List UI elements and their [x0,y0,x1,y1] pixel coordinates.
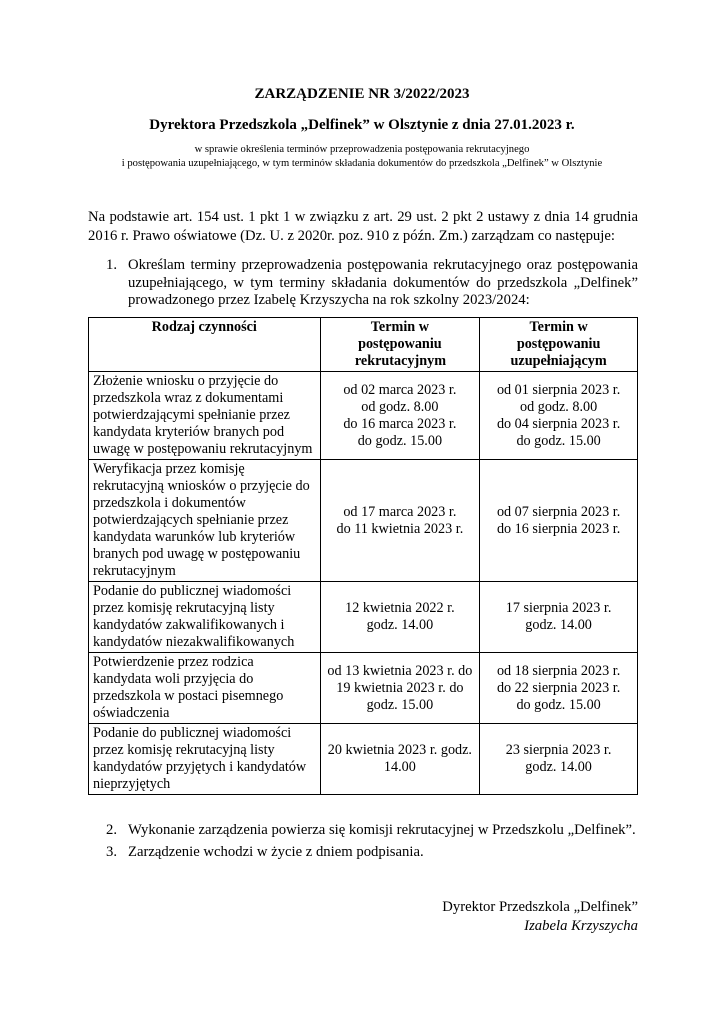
table-row [89,372,638,460]
cell-supplementary: od 01 sierpnia 2023 r. od godz. 8.00 do 04 sierpnia 2023 r. do godz. 15.00 [480,372,638,460]
list-item-number: 3. [106,844,118,860]
cell-activity: Podanie do publicznej wiadomości przez komisję rekrutacyjną listy kandydatów zakwalifikowanych i kandydatów niezakwalifikowanych [89,582,321,653]
schedule-table [88,317,638,795]
cell-recruitment: 20 kwietnia 2023 r. godz. 14.00 [320,724,480,795]
cell-activity: Podanie do publicznej wiadomości przez komisję rekrutacyjną listy kandydatów przyjętych i kandydatów nieprzyjętych [89,724,321,795]
intro-paragraph: Na podstawie art. 154 ust. 1 pkt 1 w związku z art. 29 ust. 2 pkt 2 ustawy z dnia 14 grudnia 2016 r. Prawo oświatowe (Dz. U. z 2020r. poz. 910 z późn. Zm.) zarządzam co następuje: [88,209,638,244]
list-item-number: 2. [106,822,118,838]
cell-supplementary: od 18 sierpnia 2023 r. do 22 sierpnia 2023 r. do godz. 15.00 [480,653,638,724]
cell-recruitment: od 13 kwietnia 2023 r. do 19 kwietnia 2023 r. do godz. 15.00 [320,653,480,724]
list-item-text: Określam terminy przeprowadzenia postępowania rekrutacyjnego oraz postępowania uzupełniającego, w tym terminy składania dokumentów do przedszkola „Delfinek” prowadzonego przez Izabelę Krzyszycha na rok szkolny 2023/2024: [128,257,638,308]
list-item-text: Wykonanie zarządzenia powierza się komisji rekrutacyjnej w Przedszkolu „Delfinek”. [128,822,636,838]
cell-activity: Złożenie wniosku o przyjęcie do przedszkola wraz z dokumentami potwierdzającymi spełnianie przez kandydata kryteriów branych pod uwagę w postępowaniu rekrutacyjnym [89,372,321,460]
header-supplementary-text: Termin w postępowaniu uzupełniającym [510,319,607,369]
table-row [89,653,638,724]
cell-activity: Weryfikacja przez komisję rekrutacyjną wniosków o przyjęcie do przedszkola i dokumentów potwierdzających spełnianie przez kandydata warunków lub kryteriów branych pod uwagę w postępowaniu rekrutacyjnym [89,460,321,582]
header-activity: Rodzaj czynności [89,318,321,372]
header-supplementary [480,318,638,372]
signature-block [442,898,638,936]
cell-recruitment: od 02 marca 2023 r. od godz. 8.00 do 16 marca 2023 r. do godz. 15.00 [320,372,480,460]
document-subject [0,143,724,171]
list-item-text: Zarządzenie wchodzi w życie z dniem podpisania. [128,844,424,860]
subject-line-2: i postępowania uzupełniającego, w tym terminów składania dokumentów do przedszkola „Delfinek” w Olsztynie [121,158,603,169]
cell-recruitment: 12 kwietnia 2022 r. godz. 14.00 [320,582,480,653]
cell-activity: Potwierdzenie przez rodzica kandydata woli przyjęcia do przedszkola w postaci pisemnego oświadczenia [89,653,321,724]
document-title: ZARZĄDZENIE NR 3/2022/2023 [254,86,470,102]
table-row [89,460,638,582]
cell-supplementary: 17 sierpnia 2023 r. godz. 14.00 [480,582,638,653]
cell-supplementary: od 07 sierpnia 2023 r. do 16 sierpnia 2023 r. [480,460,638,582]
signature-role: Dyrektor Przedszkola „Delfinek” [442,899,638,915]
table-header-row [89,318,638,372]
list-item-number: 1. [106,257,118,273]
signature-name: Izabela Krzyszycha [524,918,638,934]
header-recruitment-text: Termin w postępowaniu rekrutacyjnym [354,319,447,369]
subject-line-1: w sprawie określenia terminów przeprowadzenia postępowania rekrutacyjnego [194,144,530,155]
table-row [89,582,638,653]
header-recruitment [320,318,480,372]
document-subtitle: Dyrektora Przedszkola „Delfinek” w Olsztynie z dnia 27.01.2023 r. [149,117,575,133]
cell-recruitment: od 17 marca 2023 r. do 11 kwietnia 2023 r. [320,460,480,582]
table-row [89,724,638,795]
cell-supplementary: 23 sierpnia 2023 r. godz. 14.00 [480,724,638,795]
